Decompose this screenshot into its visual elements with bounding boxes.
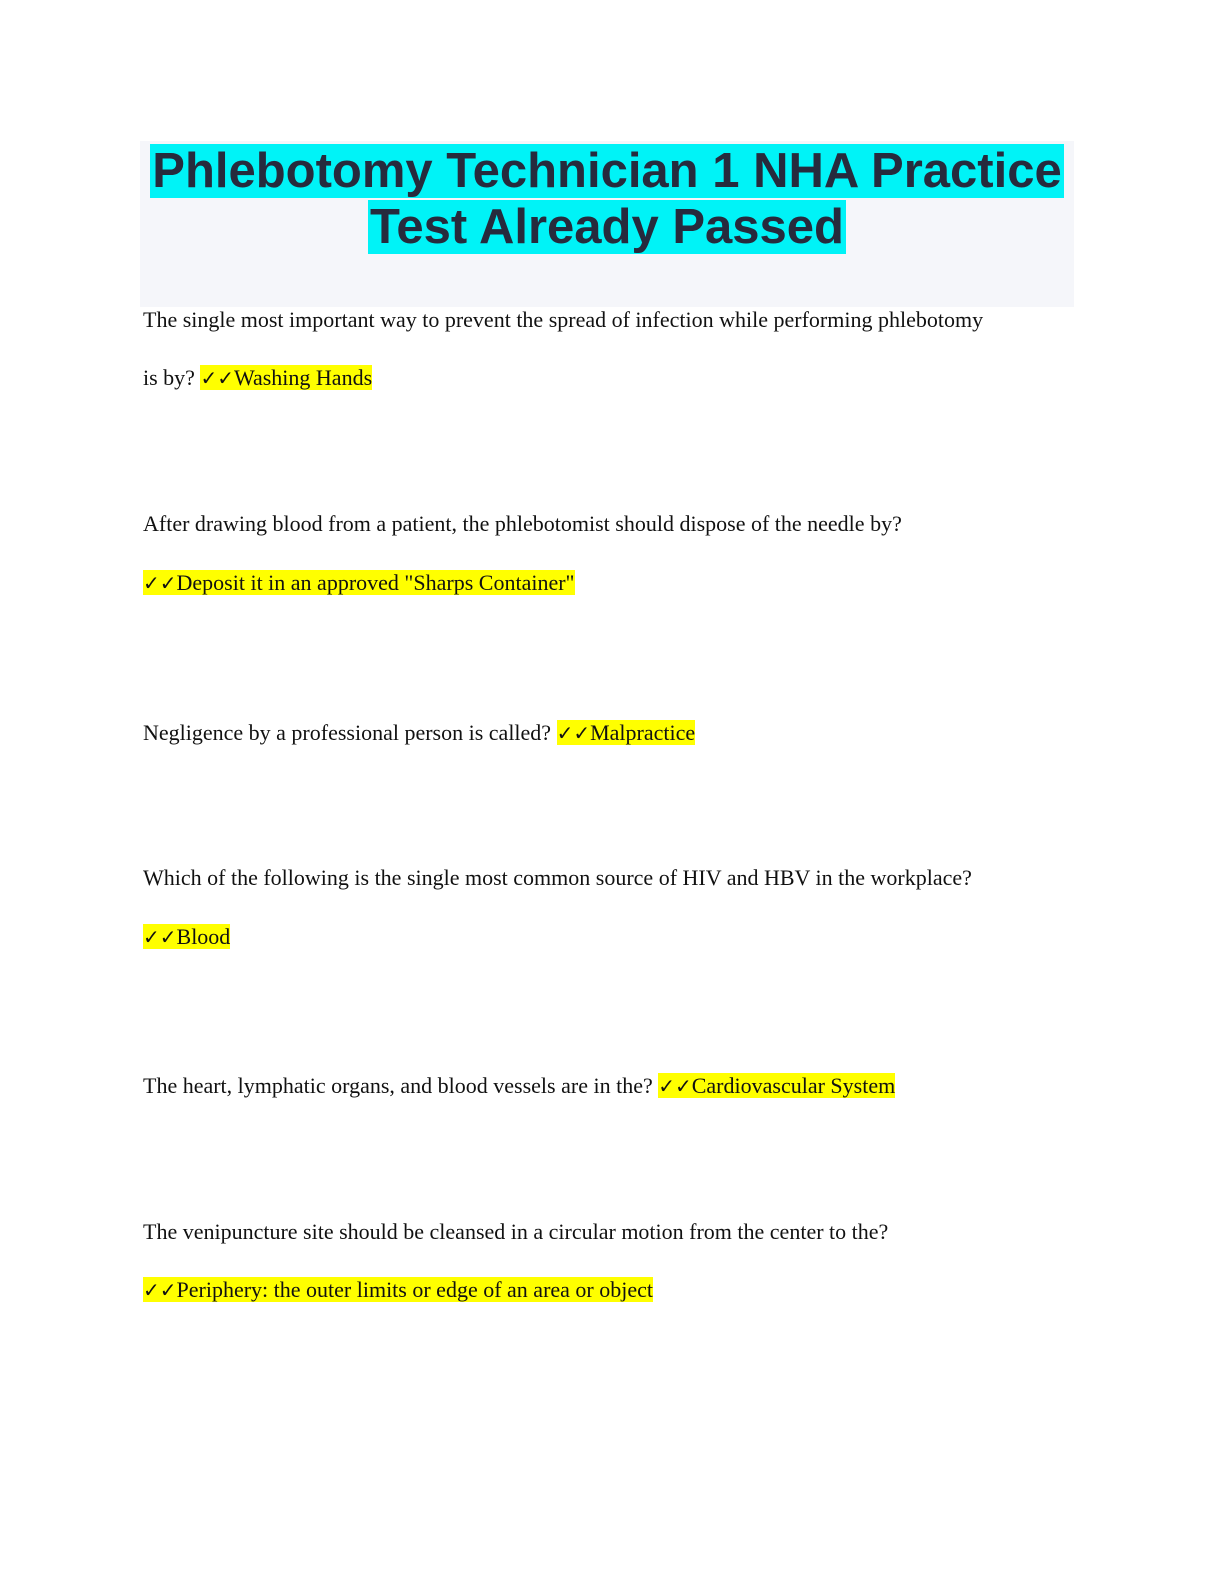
answer-highlight (658, 1073, 895, 1098)
answer-text: Periphery: the outer limits or edge of an area or object (176, 1277, 654, 1302)
double-check-icon: ✓✓ (143, 1278, 177, 1302)
question-text: Negligence by a professional person is called? (143, 720, 557, 745)
question-text-cont: is by? (143, 365, 201, 390)
question-answer-line (143, 719, 695, 747)
answer-line (143, 923, 230, 951)
question-text: The single most important way to prevent the spread of infection while performing phlebotomy (143, 307, 984, 332)
answer-highlight (143, 1277, 653, 1302)
double-check-icon: ✓✓ (143, 925, 177, 949)
double-check-icon: ✓✓ (200, 366, 234, 390)
answer-text: Malpractice (590, 720, 696, 745)
double-check-icon: ✓✓ (658, 1074, 692, 1098)
answer-line (143, 569, 575, 597)
title-line-2: Test Already Passed (370, 200, 844, 254)
question-answer-line (143, 364, 372, 392)
answer-highlight (200, 365, 372, 390)
page-title (140, 141, 1074, 255)
question-text: The heart, lymphatic organs, and blood vessels are in the? (143, 1073, 659, 1098)
question-text: Which of the following is the single most common source of HIV and HBV in the workplace? (143, 865, 972, 890)
question-text: After drawing blood from a patient, the phlebotomist should dispose of the needle by? (143, 511, 902, 536)
answer-text: Cardiovascular System (691, 1073, 896, 1098)
title-line-1: Phlebotomy Technician 1 NHA Practice (152, 144, 1062, 198)
title-box (140, 141, 1074, 307)
answer-text: Blood (176, 924, 231, 949)
double-check-icon: ✓✓ (556, 721, 591, 745)
answer-text: Deposit it in an approved "Sharps Container" (176, 570, 575, 595)
answer-line (143, 1276, 653, 1304)
double-check-icon: ✓✓ (143, 571, 177, 595)
answer-highlight (143, 924, 230, 949)
answer-highlight (557, 720, 696, 745)
question-answer-line (143, 1072, 895, 1100)
answer-text: Washing Hands (233, 365, 373, 390)
question-text: The venipuncture site should be cleansed in a circular motion from the center to the? (143, 1219, 889, 1244)
answer-highlight (143, 570, 575, 595)
